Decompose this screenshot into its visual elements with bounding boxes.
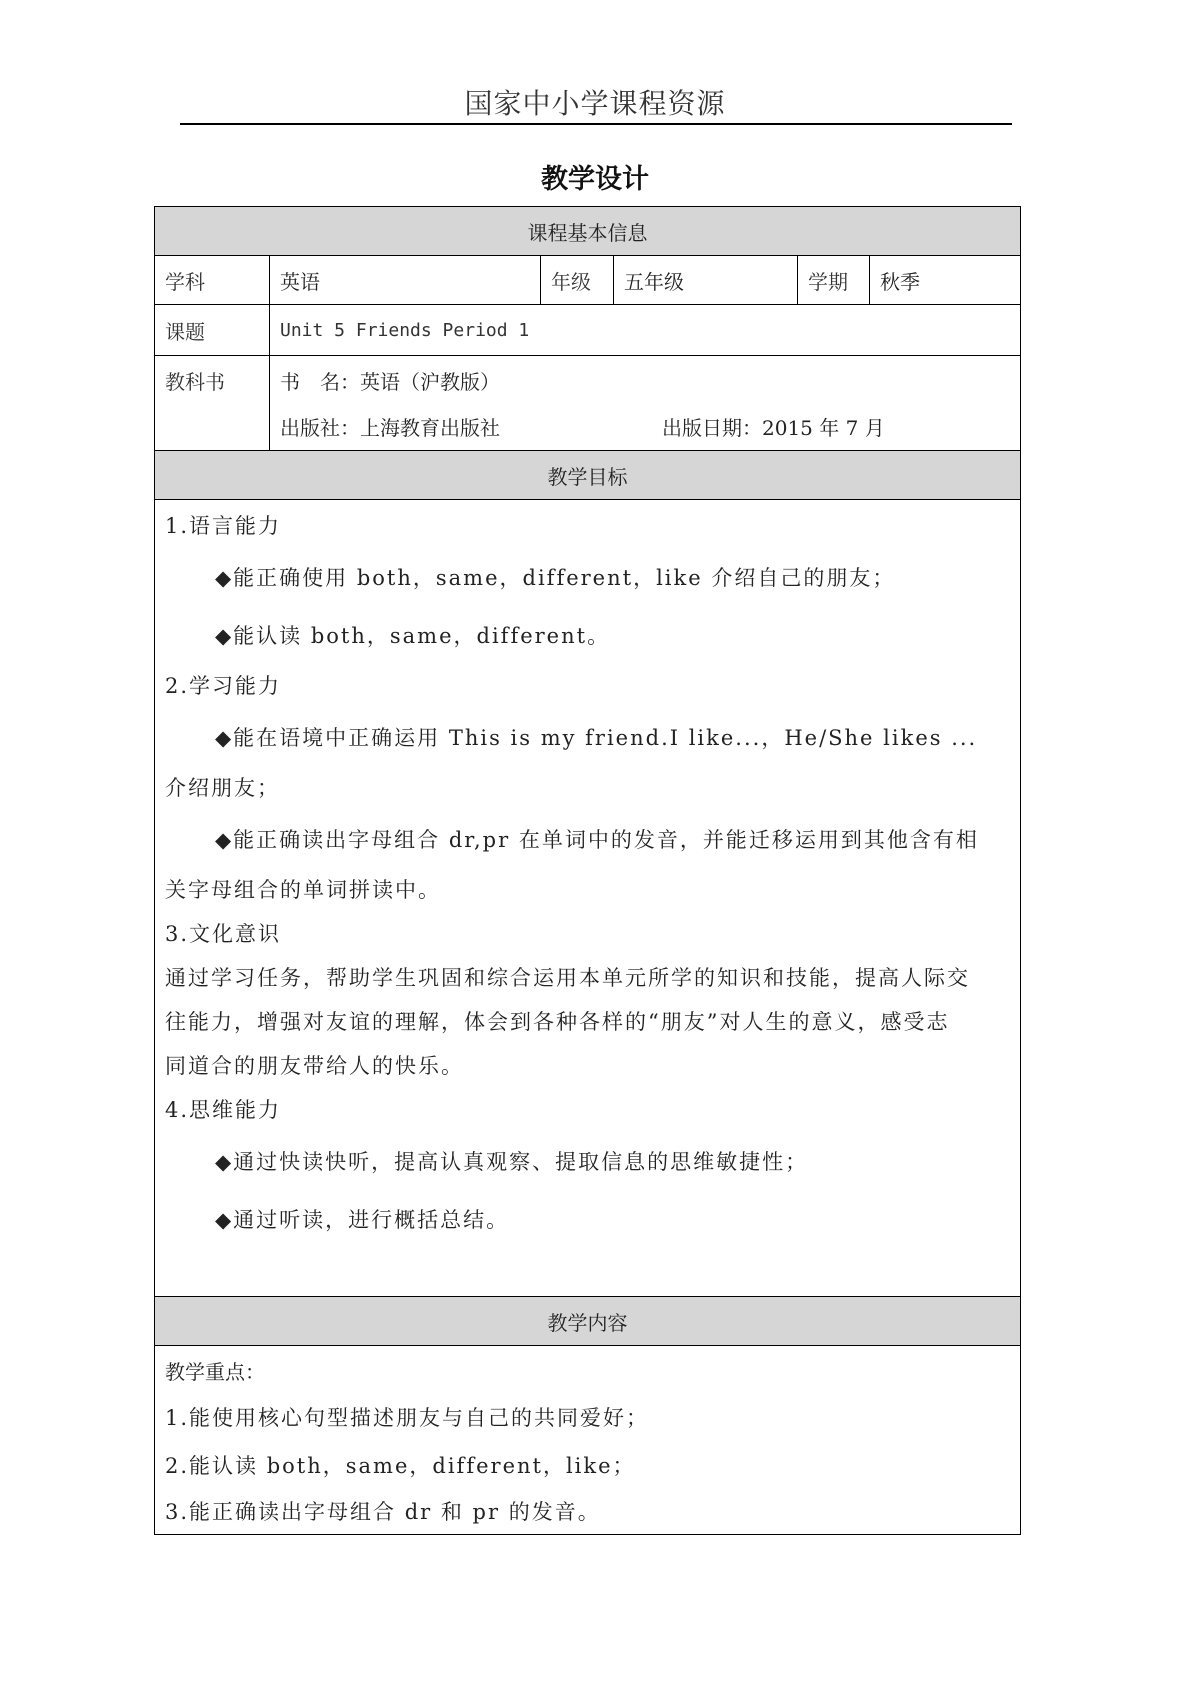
key-point-item: 1.能使用核心句型描述朋友与自己的共同爱好； bbox=[165, 1406, 650, 1430]
objective-item: ◆通过听读，进行概括总结。 bbox=[215, 1208, 510, 1232]
topic-label: 课题 bbox=[155, 305, 270, 356]
objective-heading-language: 1.语言能力 bbox=[165, 514, 282, 538]
objective-item: ◆能认读 both，same，different。 bbox=[215, 624, 611, 648]
textbook-info bbox=[270, 356, 1021, 451]
book-publish-date: 出版日期：2015 年 7 月 bbox=[662, 416, 885, 440]
subject-label: 学科 bbox=[155, 256, 270, 305]
key-point-item: 2.能认读 both，same，different，like； bbox=[165, 1454, 636, 1478]
objective-heading-learning: 2.学习能力 bbox=[165, 674, 282, 698]
term-label: 学期 bbox=[798, 256, 870, 305]
objective-item-continued: 介绍朋友； bbox=[165, 776, 280, 800]
objective-item: ◆通过快读快听，提高认真观察、提取信息的思维敏捷性； bbox=[215, 1150, 809, 1174]
objective-paragraph-line: 同道合的朋友带给人的快乐。 bbox=[165, 1054, 464, 1078]
content-body bbox=[155, 1346, 1021, 1535]
textbook-label: 教科书 bbox=[155, 356, 270, 451]
document-title: 教学设计 bbox=[541, 164, 649, 195]
site-title: 国家中小学课程资源 bbox=[464, 87, 726, 120]
header-divider bbox=[180, 123, 1012, 125]
objective-item: ◆能在语境中正确运用 This is my friend.I like...，He/She likes ... bbox=[215, 726, 978, 750]
key-point-item: 3.能正确读出字母组合 dr 和 pr 的发音。 bbox=[165, 1500, 601, 1524]
objective-item: ◆能正确读出字母组合 dr,pr 在单词中的发音，并能迁移运用到其他含有相 bbox=[215, 828, 979, 852]
objective-heading-thinking: 4.思维能力 bbox=[165, 1098, 282, 1122]
objective-heading-culture: 3.文化意识 bbox=[165, 922, 282, 946]
objectives-body bbox=[155, 500, 1021, 1297]
objective-item: ◆能正确使用 both，same，different，like 介绍自己的朋友； bbox=[215, 566, 896, 590]
objective-paragraph-line: 通过学习任务，帮助学生巩固和综合运用本单元所学的知识和技能，提高人际交 bbox=[165, 966, 970, 990]
key-points-label: 教学重点： bbox=[165, 1360, 265, 1384]
term-value: 秋季 bbox=[870, 256, 1021, 305]
content-header: 教学内容 bbox=[155, 1297, 1021, 1346]
objectives-header: 教学目标 bbox=[155, 451, 1021, 500]
basic-info-header: 课程基本信息 bbox=[155, 207, 1021, 256]
objective-item-continued: 关字母组合的单词拼读中。 bbox=[165, 878, 441, 902]
subject-value: 英语 bbox=[270, 256, 541, 305]
book-name: 书 名：英语（沪教版） bbox=[280, 370, 500, 394]
grade-label: 年级 bbox=[541, 256, 614, 305]
grade-value: 五年级 bbox=[614, 256, 798, 305]
objective-paragraph-line: 往能力，增强对友谊的理解，体会到各种各样的“朋友”对人生的意义，感受志 bbox=[165, 1010, 950, 1034]
book-publisher: 出版社：上海教育出版社 bbox=[280, 416, 500, 440]
lesson-plan-table bbox=[154, 206, 1021, 1535]
topic-value: Unit 5 Friends Period 1 bbox=[270, 305, 1021, 356]
